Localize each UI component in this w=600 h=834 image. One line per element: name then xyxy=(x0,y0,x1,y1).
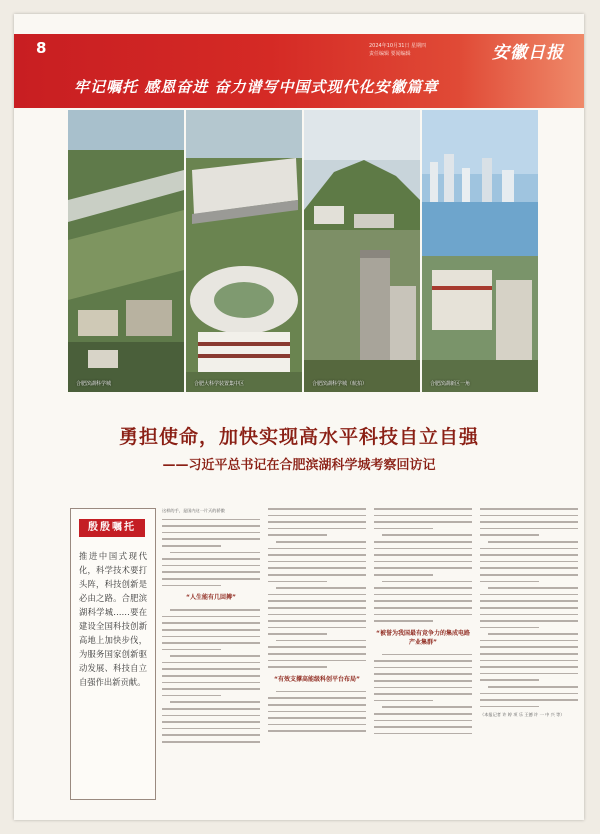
photo-caption: 合肥滨湖科学城 xyxy=(76,381,112,387)
text-line xyxy=(480,521,578,523)
text-line xyxy=(268,534,327,536)
text-line xyxy=(480,567,578,569)
text-line xyxy=(276,587,366,589)
text-line xyxy=(374,561,472,563)
text-line xyxy=(374,660,472,662)
photo-caption: 合肥大科学装置集中区 xyxy=(194,381,245,387)
text-line xyxy=(276,691,366,693)
text-line xyxy=(480,607,578,609)
text-line xyxy=(268,627,366,629)
text-line xyxy=(162,622,260,624)
text-line xyxy=(374,574,433,576)
photo-hill-tower-image xyxy=(304,110,420,392)
text-line xyxy=(374,673,472,675)
text-line xyxy=(162,662,260,664)
text-line xyxy=(374,720,472,722)
text-line xyxy=(480,660,578,662)
text-line xyxy=(268,717,366,719)
text-line xyxy=(268,548,366,550)
text-line xyxy=(268,508,366,510)
text-line xyxy=(162,642,260,644)
text-line xyxy=(268,653,366,655)
body-column-4 xyxy=(480,508,578,808)
text-line xyxy=(162,721,260,723)
photo-collage xyxy=(68,110,538,394)
text-line xyxy=(374,607,472,609)
text-line xyxy=(162,675,260,677)
text-line xyxy=(268,554,366,556)
text-line xyxy=(480,548,578,550)
text-line xyxy=(374,600,472,602)
text-line xyxy=(374,713,472,715)
text-line xyxy=(162,629,260,631)
text-line xyxy=(480,594,578,596)
text-line xyxy=(374,667,472,669)
text-line xyxy=(162,532,260,534)
text-line xyxy=(268,528,366,530)
text-line xyxy=(268,515,366,517)
text-line xyxy=(170,552,260,554)
text-line xyxy=(268,646,366,648)
text-line xyxy=(374,515,472,517)
newspaper-page xyxy=(14,14,584,820)
lead-snippet: 这样的手，是国内这一片天的骄傲 xyxy=(162,508,225,513)
text-line xyxy=(268,574,366,576)
text-line xyxy=(162,715,260,717)
text-line xyxy=(268,620,366,622)
text-line xyxy=(276,640,366,642)
photo-lakeside-city xyxy=(422,110,538,392)
text-line xyxy=(162,616,260,618)
text-line xyxy=(488,587,578,589)
text-line xyxy=(374,620,433,622)
text-line xyxy=(162,558,260,560)
text-line xyxy=(480,627,539,629)
body-column-2 xyxy=(268,508,366,808)
paper-logo: 安徽日报 xyxy=(492,43,564,63)
body-column-3 xyxy=(374,508,472,808)
section-title: “有效支撑高能级科创平台布局” xyxy=(274,675,360,683)
text-line xyxy=(162,578,260,580)
text-line xyxy=(162,585,221,587)
text-line xyxy=(480,534,539,536)
text-line xyxy=(170,609,260,611)
text-line xyxy=(268,666,327,668)
photo-science-facility xyxy=(186,110,302,392)
text-line xyxy=(268,607,366,609)
text-line xyxy=(480,673,578,675)
text-line xyxy=(162,682,260,684)
photo-caption: 合肥滨湖新区一角 xyxy=(430,381,471,387)
article-headline: 勇担使命，加快实现高水平科技自立自强 xyxy=(118,426,479,448)
sidebar-quote-box xyxy=(70,508,156,800)
text-line xyxy=(268,614,366,616)
text-line xyxy=(268,561,366,563)
photo-science-facility-image xyxy=(186,110,302,392)
text-line xyxy=(374,700,433,702)
text-line xyxy=(480,600,578,602)
text-line xyxy=(268,633,327,635)
text-line xyxy=(374,521,472,523)
text-line xyxy=(374,733,472,735)
text-line xyxy=(480,581,539,583)
text-line xyxy=(382,534,472,536)
text-line xyxy=(480,574,578,576)
article-byline: （本报记者 许 婷 项 乐 王德 许 一 中 兴 等） xyxy=(480,712,565,718)
text-line xyxy=(480,515,578,517)
photo-caption: 合肥滨湖科学城（航拍） xyxy=(312,381,368,387)
section-title: “被誉为我国最有竞争力的集成电路产业集群” xyxy=(376,629,470,646)
text-line xyxy=(374,554,472,556)
text-line xyxy=(162,545,221,547)
photo-science-city-aerial-image xyxy=(68,110,184,392)
text-line xyxy=(374,614,472,616)
text-line xyxy=(162,668,260,670)
photo-science-city-aerial xyxy=(68,110,184,392)
text-line xyxy=(480,640,578,642)
text-line xyxy=(480,693,578,695)
text-line xyxy=(480,508,578,510)
photo-hill-tower xyxy=(304,110,420,392)
text-line xyxy=(488,541,578,543)
text-line xyxy=(268,594,366,596)
text-line xyxy=(480,666,578,668)
text-line xyxy=(162,636,260,638)
text-line xyxy=(268,697,366,699)
text-line xyxy=(374,687,472,689)
text-line xyxy=(162,741,260,743)
text-line xyxy=(374,508,472,510)
text-line xyxy=(162,571,260,573)
text-line xyxy=(170,701,260,703)
text-line xyxy=(268,581,327,583)
text-line xyxy=(268,567,366,569)
text-line xyxy=(162,519,260,521)
text-line xyxy=(162,649,221,651)
sidebar-title: 殷殷嘱托 xyxy=(79,519,145,537)
text-line xyxy=(162,538,260,540)
text-line xyxy=(162,734,260,736)
article-subheadline: ——习近平总书记在合肥滨湖科学城考察回访记 xyxy=(162,458,436,473)
text-line xyxy=(480,679,539,681)
text-line xyxy=(268,711,366,713)
text-line xyxy=(374,541,472,543)
text-line xyxy=(374,528,433,530)
date-line: 2024年10月31日 星期四 xyxy=(369,43,427,49)
text-line xyxy=(382,581,472,583)
text-line xyxy=(488,633,578,635)
text-line xyxy=(374,567,472,569)
text-line xyxy=(374,693,472,695)
text-line xyxy=(382,706,472,708)
text-line xyxy=(276,541,366,543)
banner-title: 牢记嘱托 感恩奋进 奋力谱写中国式现代化安徽篇章 xyxy=(74,78,439,96)
text-line xyxy=(382,654,472,656)
text-line xyxy=(162,565,260,567)
text-line xyxy=(480,614,578,616)
text-line xyxy=(374,587,472,589)
page-number: 8 xyxy=(36,39,47,57)
text-line xyxy=(480,554,578,556)
text-line xyxy=(374,548,472,550)
text-line xyxy=(374,680,472,682)
text-line xyxy=(162,688,260,690)
text-line xyxy=(374,594,472,596)
text-line xyxy=(480,706,539,708)
photo-lakeside-city-image xyxy=(422,110,538,392)
text-line xyxy=(162,695,221,697)
text-line xyxy=(268,704,366,706)
body-column-1 xyxy=(162,508,260,808)
text-line xyxy=(268,660,366,662)
text-line xyxy=(480,699,578,701)
text-line xyxy=(268,521,366,523)
text-line xyxy=(170,655,260,657)
text-line xyxy=(268,600,366,602)
text-line xyxy=(480,561,578,563)
text-line xyxy=(162,728,260,730)
text-line xyxy=(162,708,260,710)
text-line xyxy=(480,646,578,648)
text-line xyxy=(480,653,578,655)
text-line xyxy=(268,730,366,732)
date-edition-info xyxy=(369,42,469,58)
sidebar-text: 推进中国式现代化，科学技术要打头阵，科技创新是必由之路。合肥滨湖科学城……要在建设全国科技创新高地上加快步伐，为服务国家创新驱动发展、科技自立自强作出新贡献。 xyxy=(79,551,147,687)
text-line xyxy=(480,528,578,530)
section-title: “人生能有几回搏” xyxy=(186,594,236,602)
text-line xyxy=(162,525,260,527)
text-line xyxy=(374,726,472,728)
text-line xyxy=(480,620,578,622)
text-line xyxy=(488,686,578,688)
text-line xyxy=(268,724,366,726)
edition-line: 责任编辑 要闻编辑 xyxy=(369,51,411,57)
